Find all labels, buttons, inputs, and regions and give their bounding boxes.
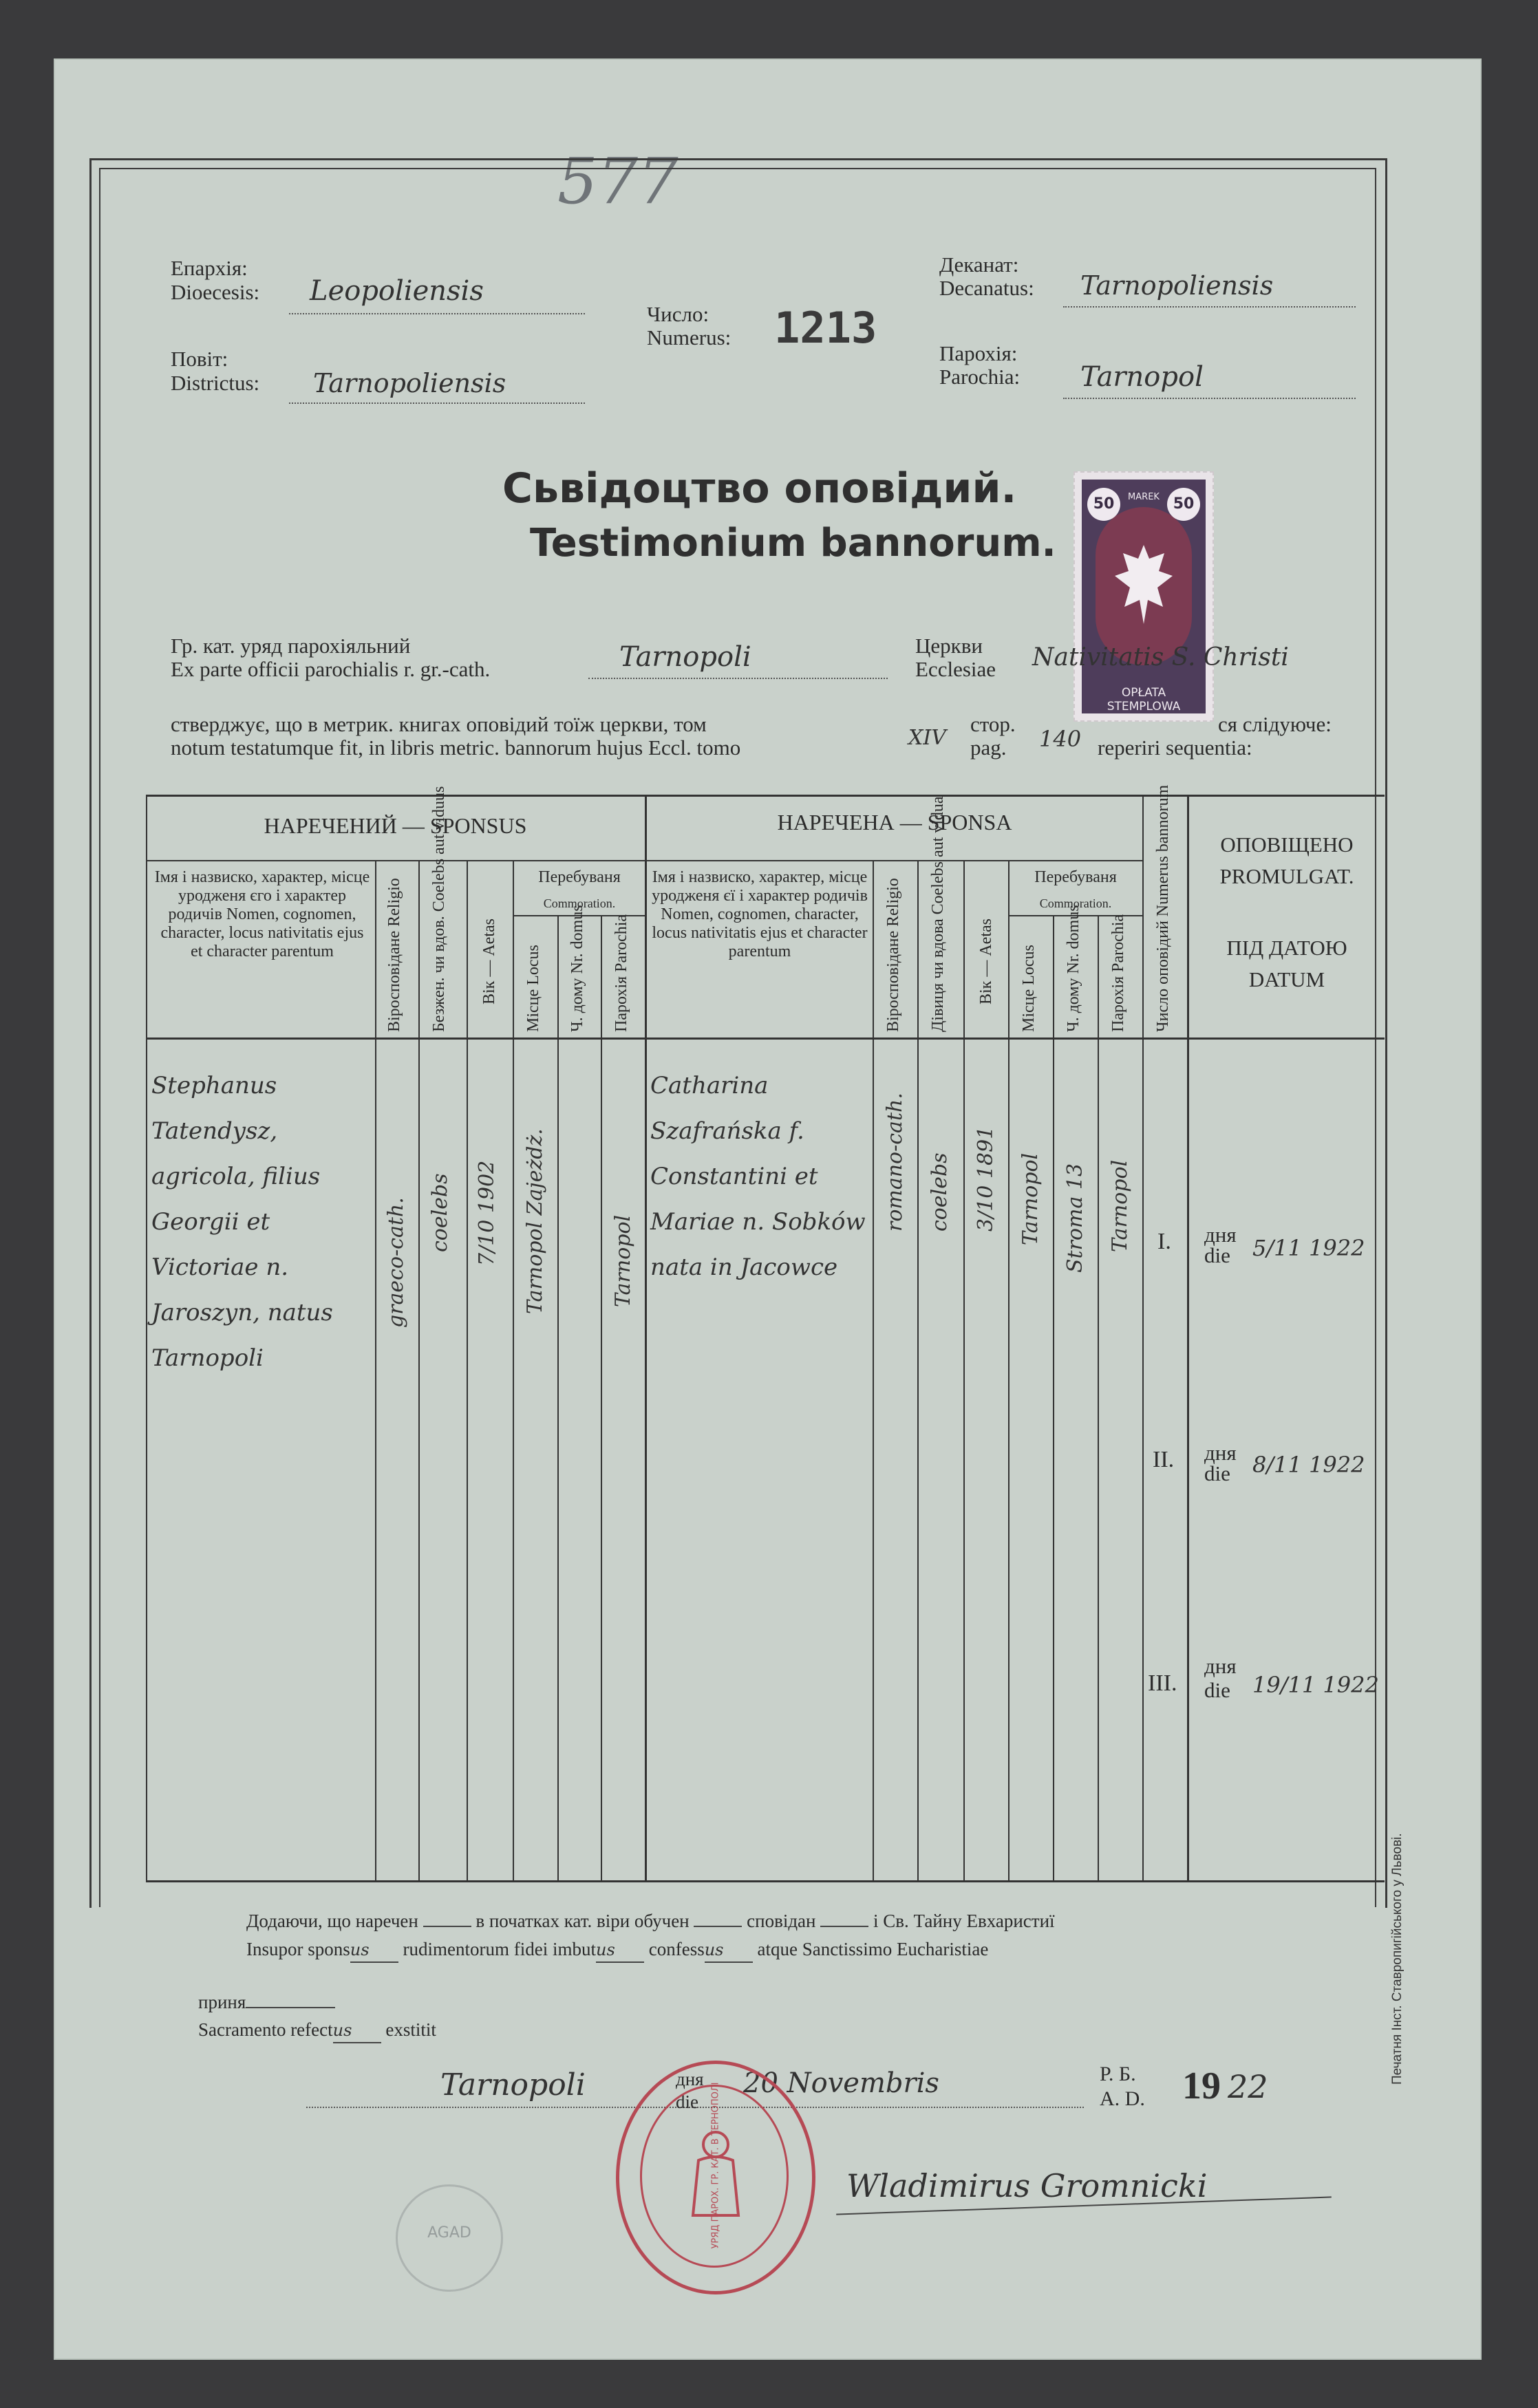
number-label-uk: Число: (647, 302, 709, 326)
footer-line2-uk-text: приня (198, 1992, 246, 2012)
footer-line1-la (246, 1937, 988, 1963)
place-value: Tarnopoli (440, 2067, 586, 2103)
revenue-stamp (1074, 471, 1214, 722)
parochia-col: Парохія Parochia (612, 914, 630, 1032)
deanery-line (1063, 306, 1356, 308)
page-label-uk: стор. (970, 712, 1016, 736)
religio-col: Віросповідане Religio (385, 878, 403, 1032)
eagle-icon (1109, 538, 1178, 634)
diocese-value: Leopoliensis (310, 275, 484, 307)
table-header-rule (146, 1038, 1385, 1040)
sponsa-domus: Stroma 13 (1063, 1163, 1087, 1273)
parish-value: Tarnopol (1080, 361, 1204, 393)
footer-uk-b: в початках кат. віри обучен (476, 1911, 690, 1931)
day-value: 20 Novembris (743, 2067, 939, 2099)
footer-la-a: Insupor spons (246, 1939, 350, 1959)
col-line (1187, 795, 1189, 1882)
table-top-rule (146, 795, 1385, 797)
sponsus-header: НАРЕЧЕНИЙ — SPONSUS (264, 813, 527, 838)
title-la: Testimonium bannorum. (530, 521, 1056, 566)
footer-uk-d: і Св. Тайну Евхаристиї (873, 1911, 1055, 1931)
faint-stamp (396, 2184, 503, 2292)
archive-number: 577 (557, 144, 679, 218)
col-line (601, 915, 602, 1882)
sponsus-religio: graeco-cath. (384, 1197, 408, 1328)
sponsa-name-col: Імя і назвиско, характер, місце уродженя єї і характер родичів Nomen, cognomen, character, locus nativitatis ejus et character parentum (652, 868, 868, 960)
col-line (375, 860, 376, 1882)
tome-value: XIV (908, 726, 946, 750)
office-value: Tarnopoli (619, 641, 751, 673)
sponsus-aetas: 7/10 1902 (475, 1160, 499, 1266)
col-line (1053, 915, 1054, 1882)
bann-3-numeral: III. (1148, 1670, 1177, 1696)
title-uk: Сьвідоцтво оповідий. (502, 464, 1017, 513)
sponsa-locus-col: Місце Locus (1020, 945, 1038, 1032)
number-value: 1213 (774, 303, 877, 353)
stamp-bottom-text: OPŁATA STEMPLOWA (1107, 686, 1181, 713)
attest-uk: стверджує, що в метрик. книгах оповідий тоїж церкви, том (171, 712, 707, 736)
sponsa-locus: Tarnopol (1018, 1152, 1043, 1245)
footer-line2-la-end: exstitit (385, 2019, 436, 2040)
col-line (467, 860, 468, 1882)
coelebs-col-sponsa: Дівиця чи вдова Coelebs aut vidua (929, 796, 947, 1032)
sponsa-religio: romano-cath. (883, 1093, 907, 1232)
office-line1-uk: Гр. кат. уряд парохіяльний (171, 634, 411, 658)
footer-uk-a: Додаючи, що наречен (246, 1911, 418, 1931)
promulgat-header: ОПОВІЩЕНО PROMULGAT. (1219, 832, 1354, 888)
district-label-uk: Повіт: (171, 347, 228, 371)
col-line (917, 860, 919, 1882)
year-printed: 19 (1182, 2065, 1221, 2107)
bann-1-date: 5/11 1922 (1252, 1235, 1365, 1261)
domus-col: Ч. дому Nr. domus (568, 905, 586, 1032)
sponsus-parochia: Tarnopol (611, 1214, 635, 1307)
sponsa-religio-col: Віросповідане Religio (884, 878, 902, 1032)
parish-label-la: Parochia: (939, 365, 1021, 389)
locus-col: Місце Locus (524, 945, 542, 1032)
day-label-la: die (676, 2092, 698, 2112)
bann-2-numeral: II. (1153, 1447, 1175, 1472)
deanery-label-la: Decanatus: (939, 276, 1034, 300)
deanery-value: Tarnopoliensis (1080, 270, 1274, 301)
table-bottom-rule (146, 1880, 1385, 1882)
sponsa-aetas-col: Вік — Aetas (977, 918, 995, 1004)
col-line (146, 795, 147, 1882)
year-label-la: A. D. (1100, 2087, 1145, 2110)
footer-la-b: rudimentorum fidei imbut (403, 1939, 596, 1959)
footer-la-c-fill: us (705, 1938, 753, 1963)
bann-1-label-uk: дня (1204, 1223, 1237, 1247)
col-line (557, 915, 559, 1882)
office-line1-la: Ex parte officii parochialis r. gr.-cath. (171, 657, 491, 681)
footer-line2-la (198, 2018, 436, 2043)
seal-text: УРЯД ПАРОХ. ГР. КАТ. В ТЕРНОПОЛІ (710, 2082, 721, 2249)
bann-2-label-uk: дня (1204, 1441, 1237, 1465)
sponsus-name-col: Імя і назвиско, характер, місце уродженя єго і характер родичів Nomen, cognomen, character, locus nativitatis ejus et character parentum (154, 868, 370, 960)
commoration-header-uk: Перебуваня (538, 868, 621, 886)
parish-label-uk: Парохія: (939, 341, 1018, 365)
coelebs-col-sponsus: Безжен. чи вдов. Coelebs aut viduus (430, 786, 448, 1032)
col-line (963, 860, 965, 1882)
stamp-value-left: 50 (1087, 488, 1120, 521)
district-label-la: Districtus: (171, 371, 260, 395)
footer-la-d: atque Sanctissimo Eucharistiae (757, 1939, 989, 1959)
sponsa-header: НАРЕЧЕНА — SPONSA (777, 810, 1012, 835)
sponsa-commoration-header-uk: Перебуваня (1034, 868, 1117, 886)
stamp-top-text: MAREK (1128, 492, 1160, 502)
blank (694, 1926, 742, 1927)
church-label-la: Ecclesiae (915, 657, 996, 681)
footer-la-c: confess (648, 1939, 705, 1959)
blank (423, 1926, 471, 1927)
sponsus-status: coelebs (428, 1173, 452, 1252)
parish-line (1063, 398, 1356, 399)
diocese-label-uk: Епархія: (171, 256, 248, 280)
bann-3-date: 19/11 1922 (1252, 1672, 1379, 1698)
follows-la: reperiri sequentia: (1098, 735, 1252, 760)
footer-line2-la-fill: us (333, 2019, 381, 2043)
page-value: 140 (1039, 726, 1082, 752)
col-line (1008, 860, 1010, 1882)
deanery-label-uk: Деканат: (939, 252, 1019, 277)
sponsa-parochia-col: Парохія Parochia (1109, 914, 1127, 1032)
district-value: Tarnopoliensis (313, 368, 506, 398)
footer-uk-c: сповідан (747, 1911, 816, 1931)
sponsus-locus: Tarnopol Zajeżdż. (523, 1128, 547, 1314)
stamp-value-right: 50 (1167, 488, 1200, 521)
blank (246, 2007, 335, 2008)
footer-line2-uk (198, 1990, 335, 2014)
bann-1-label-la: die (1204, 1243, 1230, 1267)
district-line (289, 402, 585, 404)
col-line (1098, 915, 1099, 1882)
bann-2-label-la: die (1204, 1461, 1230, 1485)
follows-uk: ся слідуюче: (1218, 712, 1332, 736)
bann-3-label-la: die (1204, 1678, 1230, 1702)
church-value: Nativitatis S. Christi (1032, 643, 1289, 671)
commoration-header-la: Commoration. (543, 896, 616, 910)
sponsa-name: Catharina Szafrańska f. Constantini et Mariae n. Sobków nata in Jacowce (650, 1072, 866, 1281)
col-line (645, 795, 647, 1882)
blank (820, 1926, 868, 1927)
footer-la-b-fill: us (596, 1938, 644, 1963)
office-line (588, 678, 888, 679)
bann-1-numeral: I. (1157, 1229, 1171, 1254)
col-line (513, 860, 514, 1882)
diocese-line (289, 313, 585, 314)
col-line (873, 860, 874, 1882)
sponsa-commoration-header-la: Commoration. (1039, 896, 1112, 910)
row-line (146, 860, 1142, 861)
page-label-la: pag. (970, 735, 1007, 760)
numerus-col: Число оповідий Numerus bannorum (1154, 784, 1172, 1032)
col-line (1142, 795, 1144, 1882)
faint-stamp-text: AGAD (427, 2224, 471, 2242)
sponsa-domus-col: Ч. дому Nr. domus (1065, 905, 1082, 1032)
bann-3-label-uk: дня (1204, 1654, 1237, 1678)
year-hand: 22 (1228, 2068, 1268, 2105)
diocese-label-la: Dioecesis: (171, 280, 260, 304)
col-line (418, 860, 420, 1882)
footer-line1-uk (246, 1909, 1055, 1933)
parish-seal (616, 2061, 815, 2294)
bann-2-date: 8/11 1922 (1252, 1452, 1365, 1478)
sponsa-status: coelebs (928, 1152, 952, 1232)
datum-header: ПІД ДАТОЮ DATUM (1226, 936, 1347, 991)
sponsa-parochia: Tarnopol (1108, 1159, 1132, 1252)
footer-line2-la-text: Sacramento refect (198, 2019, 333, 2040)
signature: Wladimirus Gromnicki (846, 2167, 1208, 2204)
aetas-col: Вік — Aetas (480, 918, 498, 1004)
sponsa-aetas: 3/10 1891 (974, 1126, 998, 1232)
printer-note: Печатня Інст. Ставропигійського у Львові. (1390, 1833, 1405, 2085)
number-label-la: Numerus: (647, 325, 731, 350)
attest-la: notum testatumque fit, in libris metric. bannorum hujus Eccl. tomo (171, 735, 741, 760)
sponsus-name: Stephanus Tatendysz, agricola, filius Georgii et Victoriae n. Jaroszyn, natus Tarnopoli (151, 1072, 333, 1372)
year-label-uk: Р. Б. (1100, 2063, 1136, 2085)
footer-la-a-fill: us (350, 1938, 398, 1963)
church-label-uk: Церкви (915, 634, 983, 658)
day-label-uk: дня (676, 2069, 704, 2089)
